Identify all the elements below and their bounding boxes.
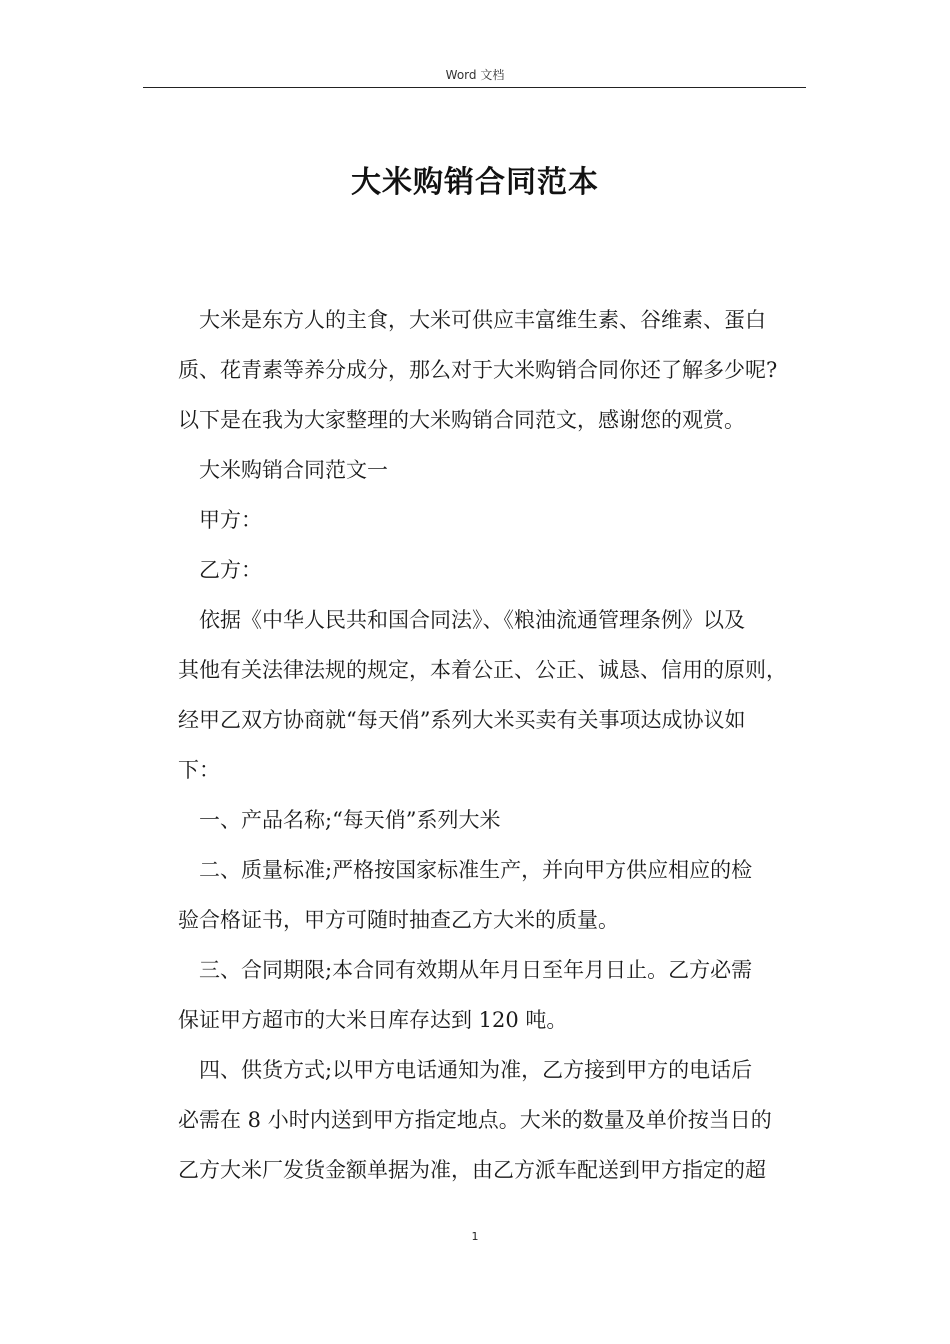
header-divider [143, 87, 806, 88]
clause-2-line-1: 二、质量标准;严格按国家标准生产，并向甲方供应相应的检 [199, 858, 753, 882]
intro-line-2: 质、花青素等养分成分，那么对于大米购销合同你还了解多少呢? [178, 358, 778, 382]
clause-3-line-2: 保证甲方超市的大米日库存达到 120 吨。 [178, 1008, 568, 1032]
document-title: 大米购销合同范本 [351, 165, 599, 200]
clause-4-line-1: 四、供货方式;以甲方电话通知为准，乙方接到甲方的电话后 [199, 1058, 753, 1082]
page-number: 1 [471, 1230, 479, 1243]
clause-1: 一、产品名称;“每天俏”系列大米 [199, 808, 501, 832]
basis-line-2: 其他有关法律法规的规定，本着公正、公正、诚恳、信用的原则， [178, 658, 787, 682]
clause-4-line-3: 乙方大米厂发货金额单据为准，由乙方派车配送到甲方指定的超 [178, 1158, 766, 1182]
basis-line-1: 依据《中华人民共和国合同法》、《粮油流通管理条例》以及 [199, 608, 745, 632]
clause-4-line-2: 必需在 8 小时内送到甲方指定地点。大米的数量及单价按当日的 [178, 1108, 772, 1132]
clause-2-line-2: 验合格证书，甲方可随时抽查乙方大米的质量。 [178, 908, 619, 932]
document-body [178, 295, 808, 1195]
intro-line-1: 大米是东方人的主食，大米可供应丰富维生素、谷维素、蛋白 [199, 308, 766, 332]
section-title: 大米购销合同范文一 [199, 458, 388, 482]
intro-line-3: 以下是在我为大家整理的大米购销合同范文，感谢您的观赏。 [178, 408, 745, 432]
basis-line-3: 经甲乙双方协商就“每天俏”系列大米买卖有关事项达成协议如 [178, 708, 746, 732]
party-b: 乙方： [199, 558, 262, 582]
basis-line-4: 下： [178, 758, 220, 782]
clause-3-line-1: 三、合同期限;本合同有效期从年月日至年月日止。乙方必需 [199, 958, 753, 982]
page-header: Word 文档 [445, 68, 505, 82]
party-a: 甲方： [199, 508, 262, 532]
